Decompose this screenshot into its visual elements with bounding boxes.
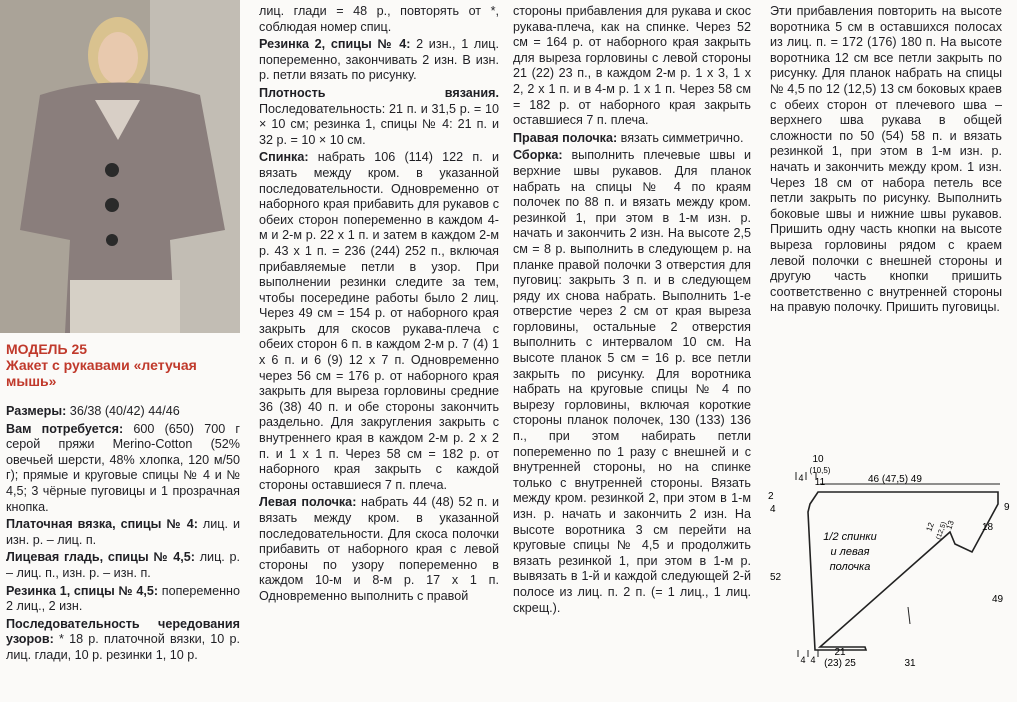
model-title: Жакет с рукавами «летучая мышь» (6, 357, 197, 389)
dim-shoulder: 46 (47,5) 49 (868, 474, 922, 485)
col2-intro: лиц. глади = 48 р., повторять от *, соблюдая номер спиц. (259, 4, 499, 34)
rib2-paragraph (259, 37, 499, 84)
col4-text: Эти прибавления повторить на высоте воротника 5 см в оставшихся полосах из лиц. п. = 172 (176) 180 п. На высоте воротника 12 см все петли закрыть по рисунку. Для планок набрать на спицы № 4,5 по 12 (12,5) 13 см боковых краев с обеих сторон от плечевого шва – верхнего шва рукава в общей сложности по 50 (54) 58 п. и вязать резинкой 1, при этом в 1-м изн. р. начать и закончить между кром. 1 изн. Через 18 см от набора петель все петли закрыть по рисунку. Выполнить боковые швы и нижние швы рукавов. Пришить одну часть кнопки на высоте выреза горловины рядом с краем левой полочки с внешней стороны и другую часть кнопки пришить соответственно с внутренней стороны на правую полочку. Пришить пуговицы. (770, 4, 1002, 315)
back-label: Спинка: (259, 150, 309, 165)
dim-13: 13 (944, 519, 956, 531)
garter-value: лиц. и изн. р. – лиц. п. (6, 517, 240, 547)
dim-4: 4 (770, 504, 776, 515)
dim-2: 2 (768, 491, 774, 502)
dim-31: 31 (904, 658, 916, 669)
column-4 (770, 4, 1002, 318)
right-front-paragraph (513, 131, 751, 147)
density-value: Последовательность: 21 п. и 31,5 р. = 10 × 10 см; резинка 1, спицы № 4: 21 п. и 32 р. = 10 × 10 см. (259, 101, 499, 147)
stockinette-value: лиц. р. – лиц. п., изн. р. – изн. п. (6, 550, 240, 580)
dim-18: 18 (982, 522, 994, 533)
garter-paragraph (6, 517, 240, 548)
dim-49: 49 (992, 594, 1004, 605)
stockinette-label: Лицевая гладь, спицы № 4,5: (6, 550, 195, 565)
assembly-label: Сборка: (513, 148, 563, 163)
dim-bottom-4b: 4 (810, 655, 816, 665)
schematic-dimension-lines (796, 472, 1000, 657)
dim-neck-width-3: 11 (814, 477, 826, 488)
sequence-paragraph (6, 617, 240, 664)
stockinette-paragraph (6, 550, 240, 581)
pattern-schematic (760, 452, 1015, 700)
garter-label: Платочная вязка, спицы № 4: (6, 517, 198, 532)
density-paragraph (259, 86, 499, 148)
model-number: МОДЕЛЬ 25 (6, 341, 88, 357)
column-2 (259, 4, 499, 607)
diagram-label-1: 1/2 спинки (823, 531, 877, 543)
model-photo (0, 0, 240, 333)
left-front-label: Левая полочка: (259, 495, 357, 510)
dim-21-range: (23) 25 (824, 658, 856, 669)
materials-paragraph (6, 422, 240, 516)
left-front-paragraph (259, 495, 499, 604)
right-front-value: вязать симметрично. (617, 130, 744, 145)
rib1-paragraph (6, 584, 240, 615)
diagram-label-3: полочка (829, 561, 871, 573)
sequence-value: * 18 р. платочной вязки, 10 р. лиц. глади, 10 р. резинки 1, 10 р. (6, 632, 240, 662)
dim-12: 12 (924, 521, 936, 533)
dim-9: 9 (1004, 502, 1010, 513)
dim-neck-width-2: (10,5) (809, 466, 831, 475)
rib1-label: Резинка 1, спицы № 4,5: (6, 583, 159, 598)
assembly-paragraph (513, 148, 751, 616)
rib2-label: Резинка 2, спицы № 4: (259, 37, 411, 52)
sequence-label: Последовательность чередования узоров: (6, 616, 240, 647)
back-value: набрать 106 (114) 122 п. и вязать между кром. в указанной последовательности. Одновременно от наборного края прибавить для рукавов с обеих сторон попеременно в каждом 4-м и 2-м р. 22 х 1 п. и затем в каждом 2-м р. 43 х 1 п. = 236 (244) 252 п., включая прибавляемые петли в узор. При выполнении резинки следите за тем, чтобы посередине работы было 2 лиц. Через 49 см = 154 р. от наборного края закрыть для скосов рукава-плеча с обеих сторон 6 п. в каждом 2-м р. 7 (4) 1 х 6 п. и 6 (9) 12 х 7 п. Одновременно через 56 см = 176 р. от наборного края закрыть для выреза горловины средние 36 (38) 40 п. и обе стороны закончить раздельно. Для закругления закрыть с внутреннего края в каждом 2-м р. 2 х 2 п. и 1 х 1 п. Через 58 см = 182 р. от наборного края закрыть с каждой стороны оставшиеся 7 п. плеча. (259, 150, 499, 492)
sizes-value: 36/38 (40/42) 44/46 (66, 404, 180, 418)
materials-value: 600 (650) 700 г серой пряжи Merino-Cotton (52% овечьей шерсти, 48% хлопка, 120 м/50 г); прямые и круговые спицы № 4 и № 4,5; 3 чёрные пуговицы и 1 прозрачная кнопка. (6, 421, 241, 514)
rib1-value: попеременно 2 лиц., 2 изн. (6, 583, 240, 614)
model-photo-illustration (0, 0, 240, 333)
dim-neck-width: 10 (812, 454, 824, 465)
rib2-value: 2 изн., 1 лиц. попеременно, закончивать 2 изн. В изн. р. петли вязать по рисунку. (259, 37, 499, 83)
dim-52: 52 (770, 572, 782, 583)
column-3 (513, 4, 751, 618)
left-front-value: набрать 44 (48) 52 п. и вязать между кром. в указанной последовательности. Для скоса полочки прибавить от наборного края с левой стороны по узору попеременно в каждом 10-м и 8-м р. 17 х 1 п. Одновременно выполнить с правой (259, 495, 499, 603)
col3-intro: стороны прибавления для рукава и скос рукава-плеча, как на спинке. Через 52 см = 164 р. от наборного края закрыть для выреза горловины с левой стороны 21 (22) 23 п., в каждом 2-м р. 1 х 3, 1 х 2, 2 х 1 п. и в 4-м р. 1 х 1 п. Через 58 см = 182 р. от наборного края закрыть оставшиеся 7 п. плеча. (513, 4, 751, 128)
dim-bottom-4a: 4 (800, 655, 806, 665)
assembly-value: выполнить плечевые швы и верхние швы рукавов. Для планок набрать на спицы № 4 по краям полочек по 88 п. и вязать между кром. резинкой 1, при этом в 1-м изн. р. начать и закончить 2 изн. На высоте 2,5 см = 8 р. выполнить в следующем р. на планке правой полочки 3 отверстия для пуговиц: закрыть 3 п. и в следующем ряду их снова набрать. Выполнить 1-е отверстие через 2 см от края выреза горловины, остальные 2 отверстия выполнить с интервалом 10 см. На высоте планок 5 см = 16 р. все петли закрыть по рисунку. Для воротника набрать на круговые спицы № 4 по вырезу горловины, включая короткие стороны планок полочек, 130 (133) 136 п., при этом набирать петли попеременно по 1 разу с внешней и с внутренней стороны, но на спинке только с внутренней стороны. Вязать между кром. резинкой 2, при этом в 1-м изн. р. начать и закончить 2 изн. На высоте воротника 3 см перейти на круговые спицы № 4,5 и продолжить вязать резинкой 1, при этом в 1-м р. вывязать в 1-й и каждой следующей 2-й полосе из лиц. п. 2 п. (= 1 лиц., 1 лиц. скрещ.). (513, 148, 751, 615)
right-front-label: Правая полочка: (513, 130, 618, 145)
dim-top-4: 4 (798, 473, 804, 483)
diagram-label-2: и левая (830, 546, 870, 558)
density-label: Плотность вязания. (259, 85, 499, 100)
materials-label: Вам потребуется: (6, 421, 124, 436)
sizes-paragraph (6, 404, 240, 420)
back-paragraph (259, 150, 499, 493)
dim-12-5: (12,5) (935, 521, 949, 541)
column-1 (6, 404, 240, 666)
dim-21: 21 (834, 647, 846, 658)
sizes-label: Размеры: (6, 404, 67, 418)
